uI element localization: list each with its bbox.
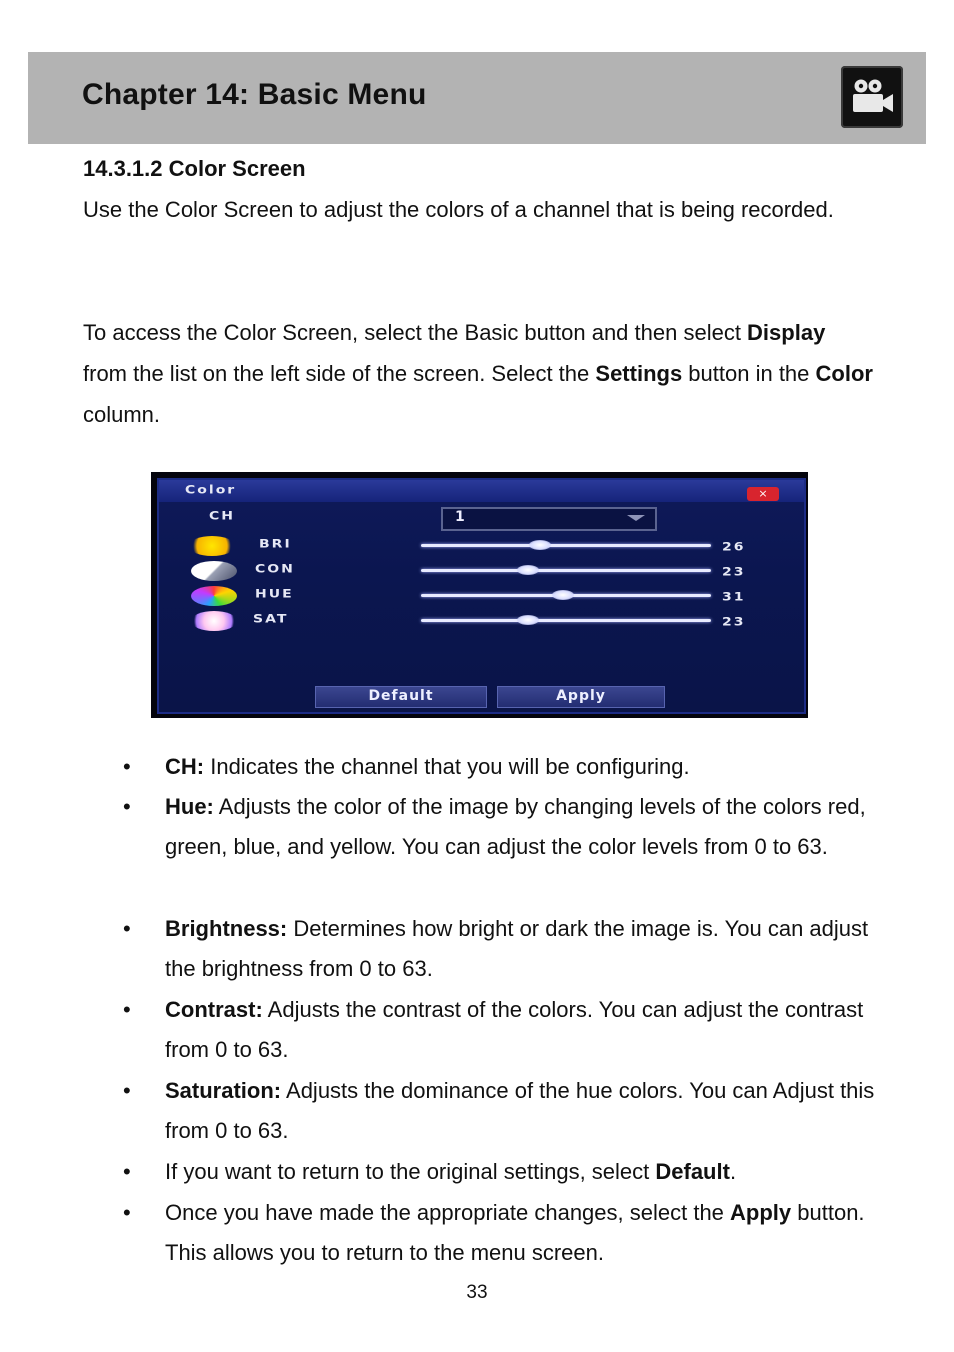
hue-value: 31 <box>722 590 746 604</box>
close-icon: × <box>758 487 768 500</box>
bullet-dot: • <box>123 794 131 819</box>
hue-slider-knob[interactable] <box>552 590 574 600</box>
con-slider[interactable] <box>421 569 711 572</box>
bri-slider-knob[interactable] <box>529 540 551 550</box>
sat-value: 23 <box>722 615 746 629</box>
dialog-titlebar <box>159 480 804 502</box>
bullet-dot: • <box>123 1078 131 1103</box>
access-text-4: column. <box>83 402 161 427</box>
chapter-title: Chapter 14: Basic Menu <box>82 78 427 111</box>
bullet-text: Adjusts the dominance of the hue colors. You can Adjust this from 0 to 63. <box>165 1078 875 1143</box>
con-label: CON <box>255 562 295 576</box>
bri-slider[interactable] <box>421 544 711 547</box>
bri-value: 26 <box>722 540 746 554</box>
hue-label: HUE <box>255 587 294 601</box>
list-item <box>123 909 885 989</box>
default-button-label: Default <box>368 688 434 704</box>
bullet-text: Adjusts the contrast of the colors. You can adjust the contrast from 0 to 63. <box>165 997 864 1062</box>
sat-slider-knob[interactable] <box>517 615 539 625</box>
bullet-term: CH: <box>165 754 205 779</box>
bullet-term: Default <box>655 1159 730 1184</box>
bullet-term: Saturation: <box>165 1078 282 1103</box>
access-text-1: To access the Color Screen, select the Basic button and then select <box>83 320 748 345</box>
chapter-header <box>28 52 926 144</box>
bullet-dot: • <box>123 1200 131 1225</box>
bri-label: BRI <box>259 537 292 551</box>
con-slider-knob[interactable] <box>517 565 539 575</box>
bullet-term: Brightness: <box>165 916 288 941</box>
bullet-dot: • <box>123 754 131 779</box>
bullet-text: Indicates the channel that you will be configuring. <box>204 754 690 779</box>
saturation-icon <box>191 611 237 631</box>
channel-select[interactable] <box>441 507 657 531</box>
bullet-text: . <box>729 1159 737 1184</box>
bullet-dot: • <box>123 1159 131 1184</box>
close-button[interactable] <box>747 487 779 501</box>
bullet-text: Once you have made the appropriate changes, select the <box>165 1200 731 1225</box>
section-title: 14.3.1.2 Color Screen <box>83 156 306 181</box>
access-color-term: Color <box>815 361 873 386</box>
bullet-text: button. This allows you to return to the menu screen. <box>165 1200 865 1265</box>
dialog-title: Color <box>185 483 237 497</box>
bullet-term: Hue: <box>165 794 214 819</box>
access-text-3: button in the <box>682 361 816 386</box>
bullet-text: If you want to return to the original settings, select <box>165 1159 656 1184</box>
chevron-down-icon <box>627 515 645 521</box>
access-settings-term: Settings <box>595 361 683 386</box>
page-number: 33 <box>466 1282 488 1303</box>
default-button[interactable] <box>315 686 487 708</box>
access-paragraph <box>83 312 873 435</box>
list-item <box>123 990 885 1070</box>
con-value: 23 <box>722 565 746 579</box>
bullet-term: Apply <box>730 1200 792 1225</box>
bullet-text: Adjusts the color of the image by changing levels of the colors red, green, blue, and yellow. You can adjust the color levels from 0 to 63. <box>165 794 866 859</box>
contrast-icon <box>191 561 237 581</box>
bullet-dot: • <box>123 916 131 941</box>
list-item <box>123 1152 885 1192</box>
sat-label: SAT <box>253 612 289 626</box>
bullet-dot: • <box>123 997 131 1022</box>
access-text-2: from the list on the left side of the screen. Select the <box>83 361 596 386</box>
intro-paragraph: Use the Color Screen to adjust the colors of a channel that is being recorded. <box>83 197 834 222</box>
apply-button[interactable] <box>497 686 665 708</box>
channel-value: 1 <box>455 509 465 525</box>
color-dialog-screenshot <box>151 472 808 718</box>
ch-label: CH <box>209 509 235 523</box>
video-camera-icon <box>841 66 903 128</box>
list-item <box>123 1193 885 1273</box>
bullet-term: Contrast: <box>165 997 263 1022</box>
bullet-text: Determines how bright or dark the image is. You can adjust the brightness from 0 to 63. <box>165 916 869 981</box>
apply-button-label: Apply <box>556 688 606 704</box>
sun-icon <box>189 536 235 556</box>
access-display-term: Display <box>747 320 826 345</box>
list-item <box>123 747 885 787</box>
list-item <box>123 1071 885 1151</box>
hue-icon <box>191 586 237 606</box>
color-dialog <box>157 478 806 714</box>
sat-slider[interactable] <box>421 619 711 622</box>
list-item <box>123 787 885 867</box>
